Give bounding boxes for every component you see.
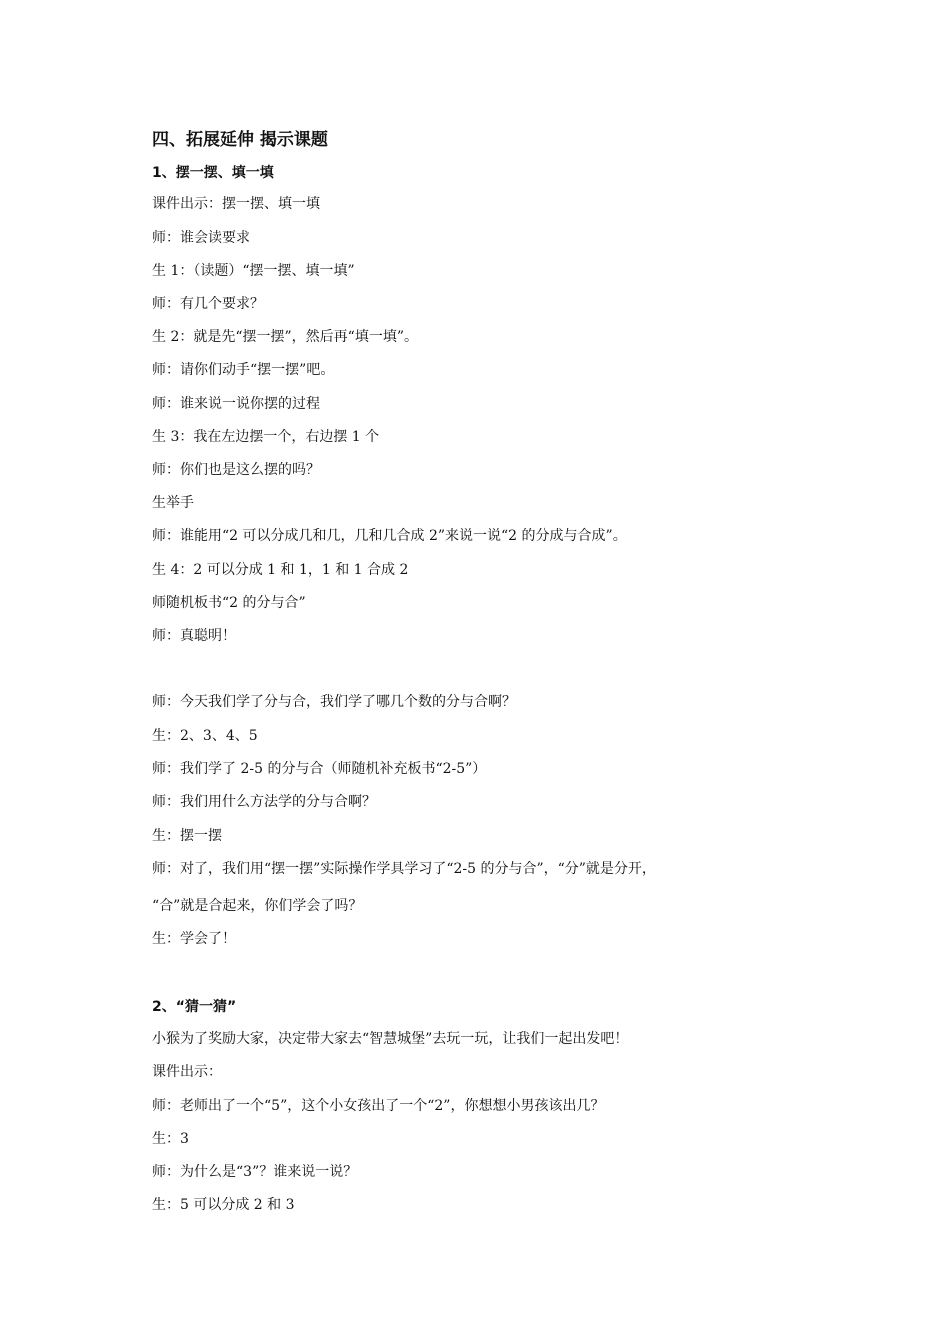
- text-line: 师：谁来说一说你摆的过程: [152, 396, 320, 412]
- text-line: 师：对了，我们用“摆一摆”实际操作学具学习了“2-5 的分与合”，“分”就是分开，: [152, 861, 656, 877]
- text-line: 师：你们也是这么摆的吗？: [152, 462, 320, 478]
- text-line: 课件出示：: [152, 1064, 222, 1080]
- subsection-title-2: 2、“猜一猜”: [152, 999, 237, 1015]
- text-line: 课件出示：摆一摆、填一填: [152, 196, 320, 212]
- text-line: 生 3：我在左边摆一个，右边摆 1 个: [152, 429, 380, 445]
- text-line: 师：真聪明！: [152, 628, 236, 644]
- text-line: 生：2、3、4、5: [152, 728, 258, 744]
- text-line: 师：请你们动手“摆一摆”吧。: [152, 362, 335, 378]
- text-line: 师：谁会读要求: [152, 230, 250, 246]
- text-line: 生：3: [152, 1131, 189, 1147]
- text-line: 师：我们学了 2-5 的分与合（师随机补充板书“2-5”）: [152, 761, 487, 777]
- text-line: 师：老师出了一个“5”，这个小女孩出了一个“2”，你想想小男孩该出几？: [152, 1098, 605, 1114]
- text-line: 生 2：就是先“摆一摆”，然后再“填一填”。: [152, 329, 418, 345]
- text-line: 生举手: [152, 495, 194, 511]
- text-line: 生 1：（读题）“摆一摆、填一填”: [152, 263, 355, 279]
- text-line: 师：今天我们学了分与合，我们学了哪几个数的分与合啊？: [152, 694, 516, 710]
- text-line: 小猴为了奖励大家，决定带大家去“智慧城堡”去玩一玩，让我们一起出发吧！: [152, 1031, 629, 1047]
- text-line: 师：为什么是“3”？谁来说一说？: [152, 1164, 358, 1180]
- text-line: 生：摆一摆: [152, 828, 222, 844]
- text-line: 生 4：2 可以分成 1 和 1，1 和 1 合成 2: [152, 562, 409, 578]
- text-line: 师随机板书“2 的分与合”: [152, 595, 306, 611]
- text-line: 师：我们用什么方法学的分与合啊？: [152, 794, 376, 810]
- text-line: 生：5 可以分成 2 和 3: [152, 1197, 295, 1213]
- text-line: “合”就是合起来，你们学会了吗？: [152, 898, 363, 914]
- section-heading: 四、拓展延伸 揭示课题: [152, 130, 328, 150]
- text-line: 师：有几个要求？: [152, 296, 264, 312]
- text-line: 生：学会了！: [152, 931, 236, 947]
- subsection-title-1: 1、摆一摆、填一填: [152, 165, 274, 181]
- text-line: 师：谁能用“2 可以分成几和几，几和几合成 2”来说一说“2 的分成与合成”。: [152, 528, 627, 544]
